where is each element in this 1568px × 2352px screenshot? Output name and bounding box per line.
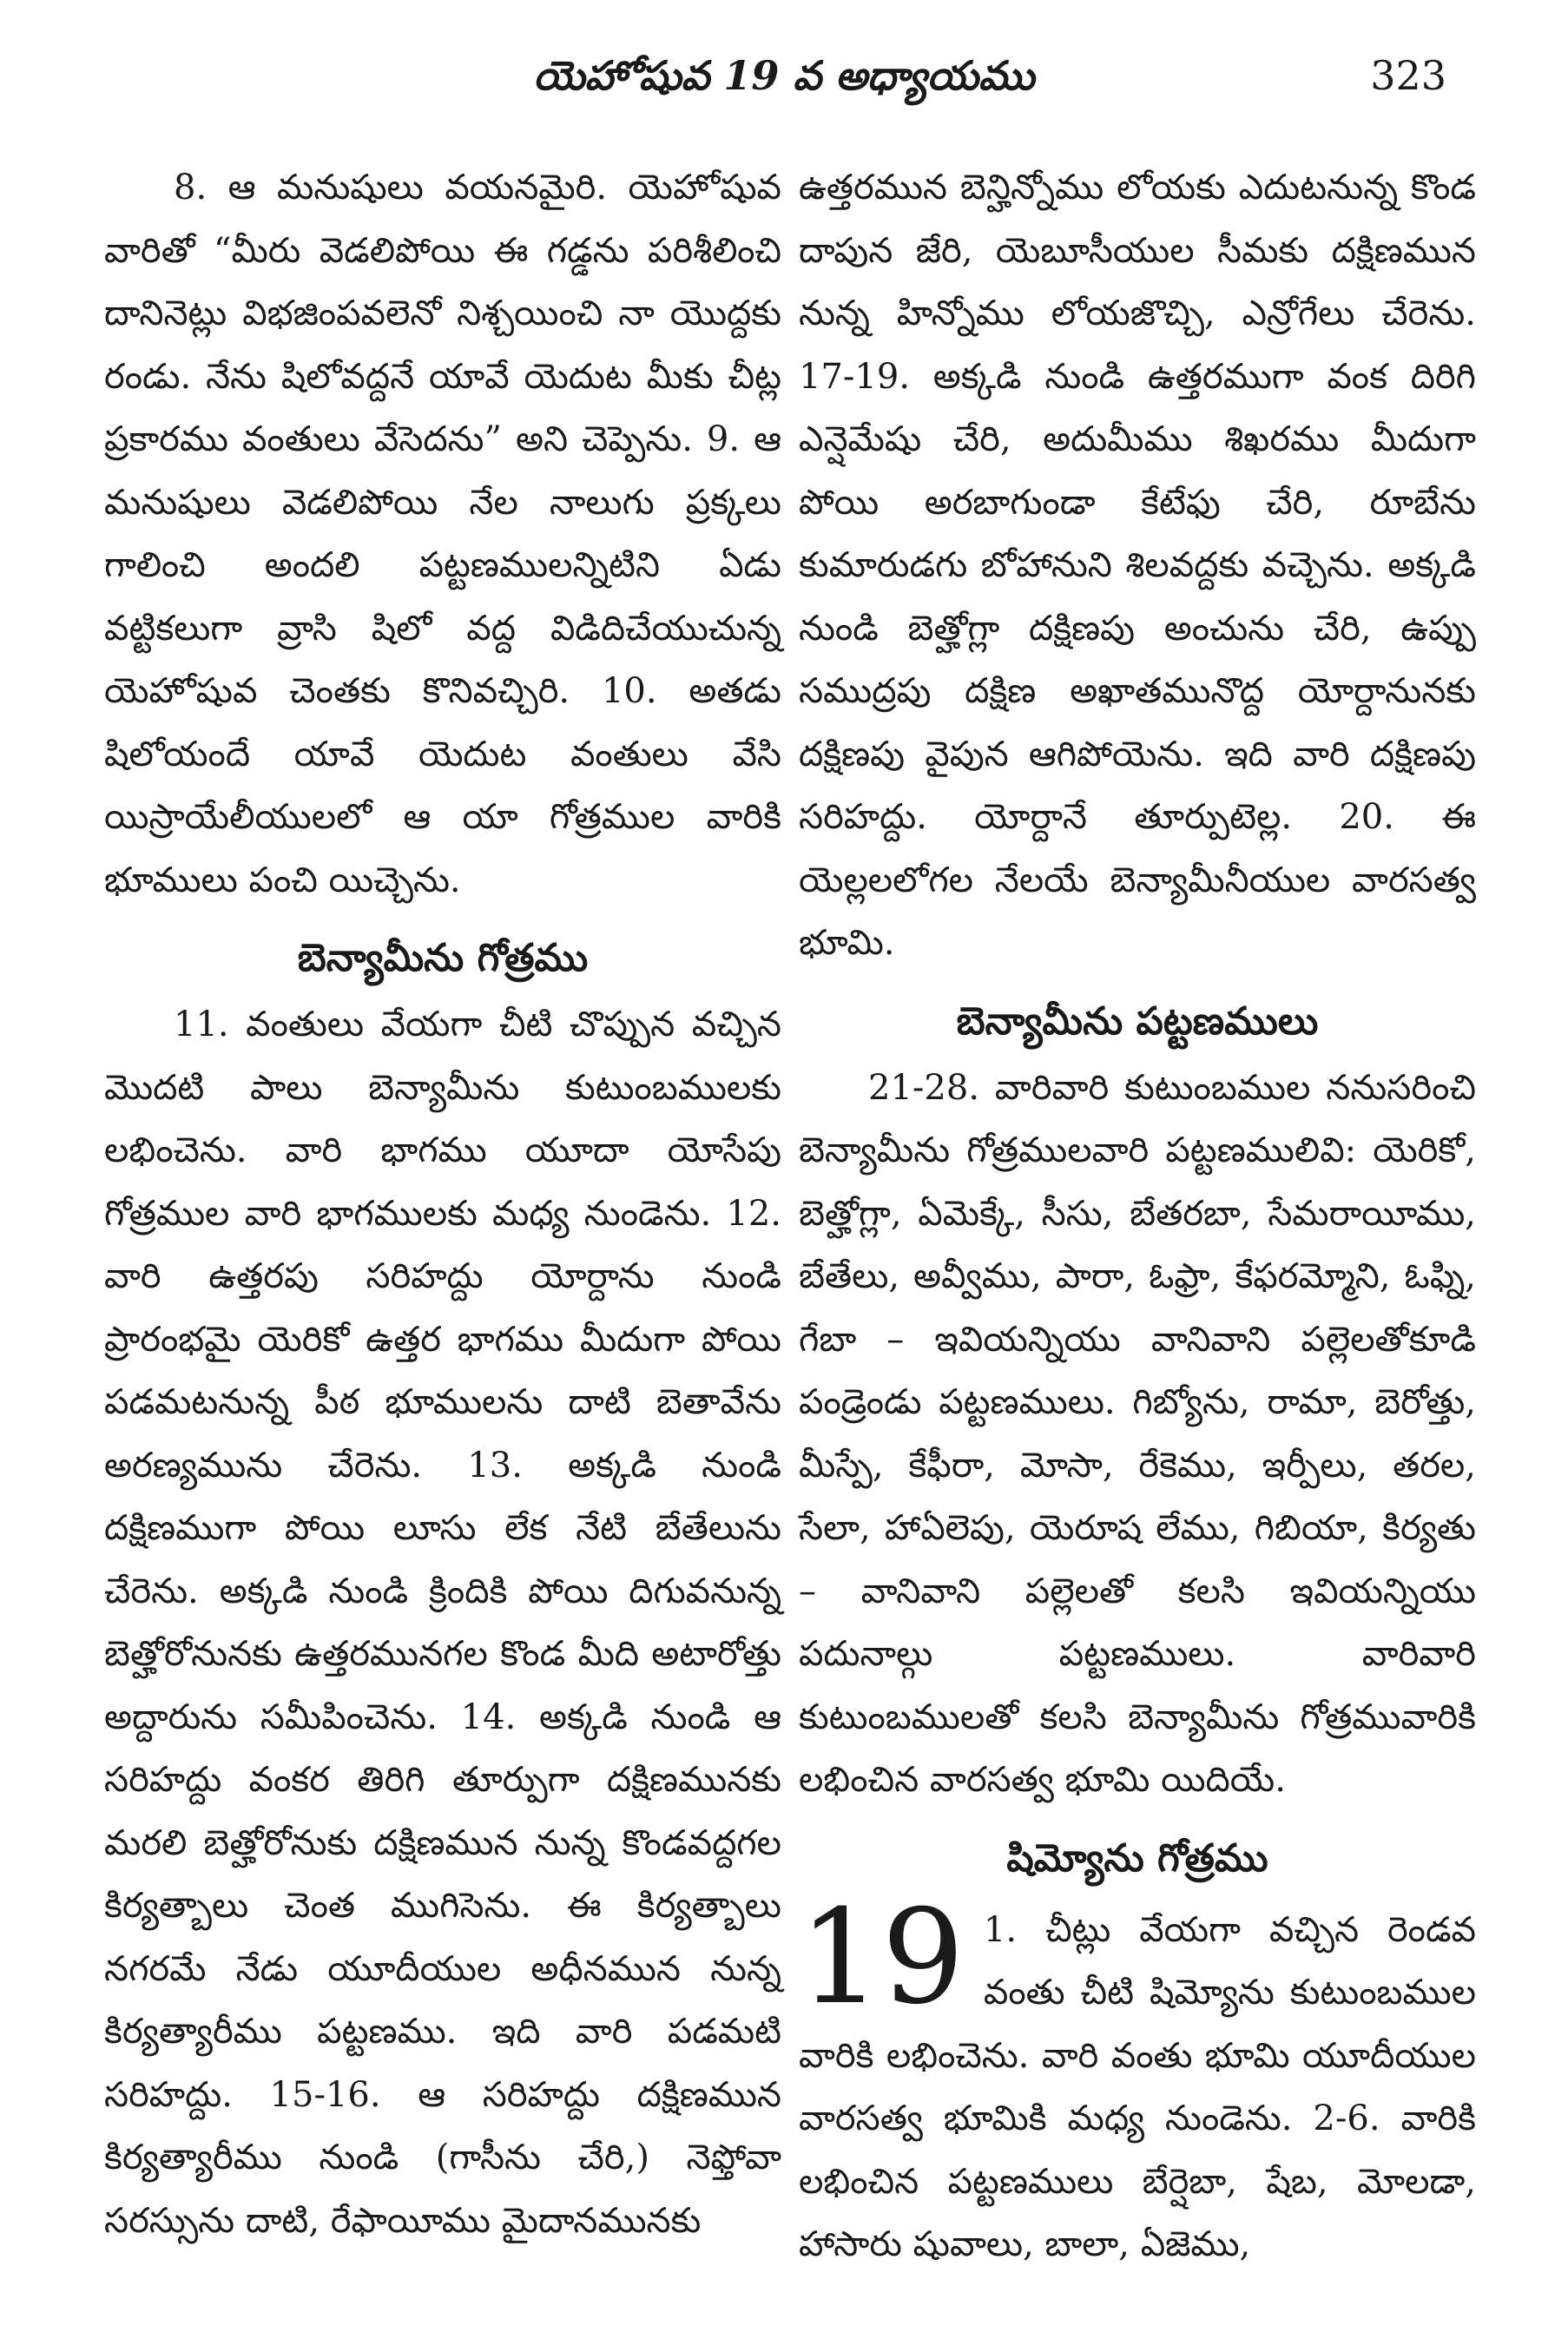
section-heading-benjamin-towns: బెన్యామీను పట్టణములు <box>956 998 1319 1044</box>
paragraph-verses-11-16: 11. వంతులు వేయగా చీటి చొప్పున వచ్చిన మొదటి పాలు బెన్యామీను కుటుంబములకు లభించెను. వారి భాగము యూదా యోసేపు గోత్రముల వారి భాగములకు మధ్య నుండెను. 12. వారి ఉత్తరపు సరిహద్దు యోర్దాను నుండి ప్రారంభమై యెరికో ఉత్తర భాగము మీదుగా పోయి పడమటనున్న పీఠ భూములను దాటి బెతావేను అరణ్యమును చేరెను. 13. అక్కడి నుండి దక్షిణముగా పోయి లూసు లేక నేటి బేతేలును చేరెను. అక్కడి నుండి క్రిందికి పోయి దిగువనున్న బెత్హోరోనునకు ఉత్తరమునగల కొండ మీది అటారోత్తు అద్దారును సమీపించెను. 14. అక్కడి నుండి ఆ సరిహద్దు వంకర తిరిగి తూర్పుగా దక్షిణమునకు మరలి బెత్హోరోనుకు దక్షిణమున నున్న కొండవద్దగల కిర్యత్బాలు చెంత ముగిసెను. ఈ కిర్యత్బాలు నగరమే నేడు యూదీయుల అధీనమున నున్న కిర్యత్యారీము పట్టణము. ఇది వారి పడమటి సరిహద్దు. 15-16. ఆ సరిహద్దు దక్షిణమున కిర్యత్యారీము నుండి (గాసీను చేరి,) నెఫ్తోవా సరస్సును దాటి, రేఫాయీము మైదానమునకు <box>104 1005 781 2241</box>
paragraph-verses-21-28: 21-28. వారివారి కుటుంబముల ననుసరించి బెన్యామీను గోత్రములవారి పట్టణములివి: యెరికో, బెత్హోగ్లా, ఏమెక్కే, సీసు, బేతరబా, సేమరాయీము, బేతేలు, అవ్వీము, పారా, ఓఫ్రా, కేఫరమ్మోని, ఓఫ్ని, గేబా – ఇవియన్నియు వానివాని పల్లెలతోకూడి పండ్రెండు పట్టణములు. గిబ్యోను, రామా, బెరోత్తు, మీస్పే, కేఫీరా, మోసా, రేకెము, ఇర్పీలు, తరల, సేలా, హాఏలెపు, యెరూష లేము, గిబియా, కిర్యతు – వానివాని పల్లెలతో కలసి ఇవియన్నియు పదునాల్గు పట్టణములు. వారివారి కుటుంబములతో కలసి బెన్యామీను గోత్రమువారికి లభించిన వారసత్వ భూమి యిదియే. <box>799 1067 1476 1800</box>
page-header <box>0 52 1568 122</box>
paragraph-verses-8-10: 8. ఆ మనుషులు వయనమైరి. యెహోషువ వారితో “మీరు వెడలిపోయి ఈ గడ్డను పరిశీలించి దానినెట్లు విభజింపవలెనో నిశ్చయించి నా యొద్దకు రండు. నేను షిలోవద్దనే యావే యెదుట మీకు చీట్ల ప్రకారము వంతులు వేసెదను” అని చెప్పెను. 9. ఆ మనుషులు వెడలిపోయి నేల నాలుగు ప్రక్కలు గాలించి అందలి పట్టణములన్నిటిని ఏడు వట్టికలుగా వ్రాసి షిలో వద్ద విడిదిచేయుచున్న యెహోషువ చెంతకు కొనివచ్చిరి. 10. అతడు షిలోయందే యావే యెదుట వంతులు వేసి యిస్రాయేలీయులలో ఆ యా గోత్రముల వారికి భూములు పంచి యిచ్చెను. <box>104 168 781 900</box>
running-title: యెహోషువ 19 వ అధ్యాయము <box>533 52 1035 99</box>
chapter-19-start <box>799 1881 1476 2276</box>
section-heading-benjamin-tribe: బెన్యామీను గోత్రము <box>297 936 589 980</box>
chapter-number: 19 <box>799 1881 965 2033</box>
paragraph-verses-16-20: ఉత్తరమున బెన్హిన్నోము లోయకు ఎదుటనున్న కొండ దాపున జేరి, యెబూసీయుల సీమకు దక్షిణమున నున్న హిన్నోము లోయజొచ్చి, ఎన్రోగేలు చేరెను. 17-19. అక్కడి నుండి ఉత్తరముగా వంక దిరిగి ఎన్షెమేషు చేరి, అదుమీము శిఖరము మీదుగా పోయి అరబాగుండా కేటేఫు చేరి, రూబేను కుమారుడగు బోహానుని శిలవద్దకు వచ్చెను. అక్కడి నుండి బెత్హోగ్లా దక్షిణపు అంచును చేరి, ఉప్పు సముద్రపు దక్షిణ అఖాతమునొద్ద యోర్దానునకు దక్షిణపు వైపున ఆగిపోయెను. ఇది వారి దక్షిణపు సరిహద్దు. యోర్దానే తూర్పుటెల్ల. 20. ఈ యెల్లలలోగల నేలయే బెన్యామీనీయుల వారసత్వ భూమి. <box>799 168 1476 963</box>
left-column <box>104 156 781 2252</box>
paragraph-chapter-19-verses-1-6: 1. చీట్లు వేయగా వచ్చిన రెండవ వంతు చీటి షిమ్యోను కుటుంబముల వారికి లభించెను. వారి వంతు భూమి యూదీయుల వారసత్వ భూమికి మధ్య నుండెను. 2-6. వారికి లభించిన పట్టణములు బేర్షెబా, షేబ, మోలడా, హాసారు షువాలు, బాలా, ఏజెము, <box>799 1909 1476 2264</box>
right-column <box>799 156 1476 2276</box>
section-heading-simeon-tribe: షిమ్యోను గోత్రము <box>1006 1835 1268 1881</box>
page-number: 323 <box>1370 52 1446 99</box>
